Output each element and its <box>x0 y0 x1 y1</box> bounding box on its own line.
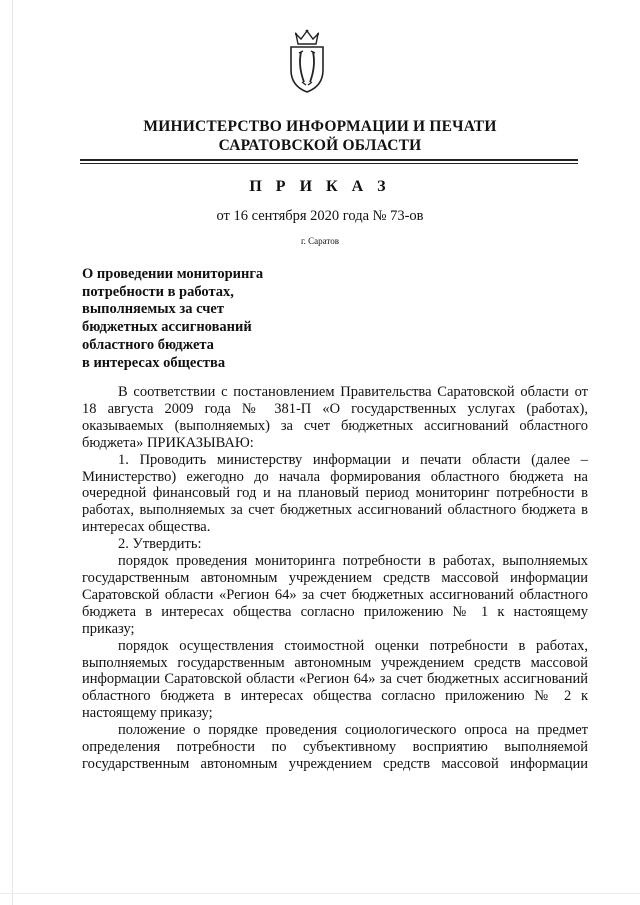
preamble-paragraph: В соответствии с постановлением Правительства Саратовской области от 18 августа 2009 года № 381-П «О государственных услугах (работах), оказываемых (выполняемых) за счет бюджетных ассигнований областного бюджета» ПРИКАЗЫВАЮ: <box>82 384 588 451</box>
header-rule-thick <box>80 159 578 161</box>
saratov-coat-of-arms-icon <box>286 28 328 94</box>
item-2c-paragraph: положение о порядке проведения социологического опроса на предмет определения потребности по субъективному восприятию выполняемой государственным автономным учреждением средств массовой информации <box>82 722 588 772</box>
subject-line: О проведении мониторинга <box>82 266 264 282</box>
subject-line: бюджетных ассигнований <box>82 319 252 336</box>
scan-edge-bottom <box>0 893 640 894</box>
subject-line: в интересах общества <box>82 354 226 371</box>
subject-line: потребности в работах, <box>82 283 234 300</box>
order-date-number: от 16 сентября 2020 года № 73-ов <box>216 208 424 224</box>
subject-line: областного бюджета <box>82 336 214 353</box>
header-rule-thin <box>80 163 578 164</box>
order-title: П Р И К А З <box>249 178 391 195</box>
order-city: г. Саратов <box>301 236 339 246</box>
order-body <box>82 384 588 773</box>
ministry-name-line2: САРАТОВСКОЙ ОБЛАСТИ <box>218 137 422 154</box>
item-2b-paragraph: порядок осуществления стоимостной оценки потребности в работах, выполняемых государственным автономным учреждением средств массовой информации Саратовской области «Регион 64» за счет бюджетных ассигнований областного бюджета в интересах общества согласно приложению № 2 к настоящему приказу; <box>82 637 588 722</box>
item-2a-paragraph: порядок проведения мониторинга потребности в работах, выполняемых государственным автономным учреждением средств массовой информации Саратовской области «Регион 64» за счет бюджетных ассигнований областного бюджета в интересах общества согласно приложению № 1 к настоящему приказу; <box>82 553 588 637</box>
item-1-paragraph: 1. Проводить министерству информации и печати области (далее – Министерство) ежегодно до начала формирования областного бюджета на очередной финансовый год и на плановый период мониторинг потребности в работах, выполняемых за счет бюджетных ассигнований областного бюджета в интересах общества. <box>82 451 588 536</box>
scan-edge-left <box>12 0 13 905</box>
ministry-name-line1: МИНИСТЕРСТВО ИНФОРМАЦИИ И ПЕЧАТИ <box>143 118 497 135</box>
subject-line: выполняемых за счет <box>82 301 224 318</box>
item-2-paragraph: 2. Утвердить: <box>118 536 202 553</box>
order-subject <box>82 266 342 372</box>
